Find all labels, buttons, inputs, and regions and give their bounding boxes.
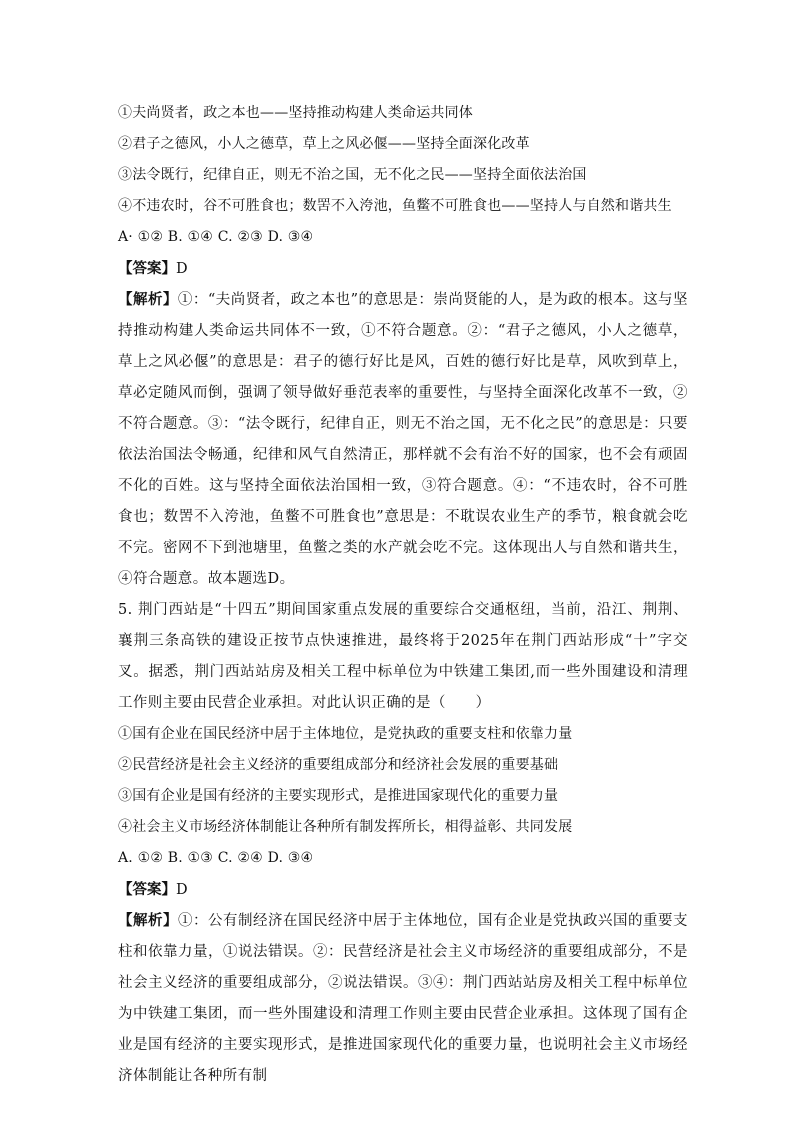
q4-option-1: ①夫尚贤者，政之本也——坚持推动构建人类命运共同体	[118, 105, 473, 121]
q4-choices: A· ①② B. ①④ C. ②③ D. ③④	[118, 229, 314, 245]
q5-analysis-text: ①：公有制经济在国民经济中居于主体地位，国有企业是党执政兴国的重要支柱和依靠力量，①说法错误。②：民营经济是社会主义市场经济的重要组成部分，不是社会主义经济的重要组成部分，②说法错误。③④：荆门西站站房及相关工程中标单位为中铁建工集团，而一些外围建设和清理工作则主要由民营企业承担。这体现了国有企业是国有经济的主要实现形式，是推进国家现代化的重要力量，也说明社会主义市场经济体制能让各种所有制	[118, 913, 688, 1084]
q4-analysis-text: ①：“夫尚贤者，政之本也”的意思是：崇尚贤能的人，是为政的根本。这与坚持推动构建人类命运共同体不一致，①不符合题意。②：“君子之德风，小人之德草，草上之风必偃”的意思是：君子的德行好比是风，百姓的德行好比是草，风吹到草上，草必定随风而倒，强调了领导做好垂范表率的重要性，与坚持全面深化改革不一致，②不符合题意。③：“法令既行，纪律自正，则无不治之国，无不化之民”的意思是：只要依法治国法令畅通，纪律和风气自然清正，那样就不会有治不好的国家，也不会有顽固不化的百姓。这与坚持全面依法治国相一致，③符合题意。④：“不违农时，谷不可胜食也；数罟不入洿池，鱼鳖不可胜食也”意思是：不耽误农业生产的季节，粮食就会吃不完。密网不下到池塘里，鱼鳖之类的水产就会吃不完。这体现出人与自然和谐共生，④符合题意。故本题选D。	[118, 292, 688, 587]
q5-answer-value: D	[176, 882, 188, 898]
q4-answer	[118, 253, 688, 284]
q5-analysis-tag: 【解析】	[118, 912, 179, 929]
q5-option-3: ③国有企业是国有经济的主要实现形式，是推进国家现代化的重要力量	[118, 788, 559, 804]
q5-option-1: ①国有企业在国民经济中居于主体地位，是党执政的重要支柱和依靠力量	[118, 726, 573, 742]
q4-analysis	[118, 284, 688, 595]
q4-option-2: ②君子之德风，小人之德草，草上之风必偃——坚持全面深化改革	[118, 136, 530, 152]
q5-answer	[118, 874, 688, 905]
q4-answer-tag: 【答案】	[118, 260, 176, 277]
q5-option-2: ②民营经济是社会主义经济的重要组成部分和经济社会发展的重要基础	[118, 757, 559, 773]
q5-option-4: ④社会主义市场经济体制能让各种所有制发挥所长，相得益彰、共同发展	[118, 819, 573, 835]
q4-option-3: ③法令既行，纪律自正，则无不治之国，无不化之民——坚持全面依法治国	[118, 167, 587, 183]
q5-stem: 5. 荆门西站是“十四五”期间国家重点发展的重要综合交通枢纽，当前，沿江、荆荆、襄荆三条高铁的建设正按节点快速推进，最终将于2025年在荆门西站形成“十”字交叉。据悉，荆门西站站房及相关工程中标单位为中铁建工集团,而一些外围建设和清理工作则主要由民营企业承担。对此认识正确的是（ ）	[118, 602, 688, 711]
q4-option-4: ④不违农时，谷不可胜食也；数罟不入洿池，鱼鳖不可胜食也——坚持人与自然和谐共生	[118, 198, 672, 214]
q4-answer-value: D	[176, 261, 188, 277]
q5-choices: A. ①② B. ①③ C. ②④ D. ③④	[118, 850, 314, 866]
q5-answer-tag: 【答案】	[118, 881, 176, 898]
document-page	[118, 98, 688, 1092]
q5-analysis	[118, 905, 688, 1092]
q4-analysis-tag: 【解析】	[118, 291, 178, 308]
